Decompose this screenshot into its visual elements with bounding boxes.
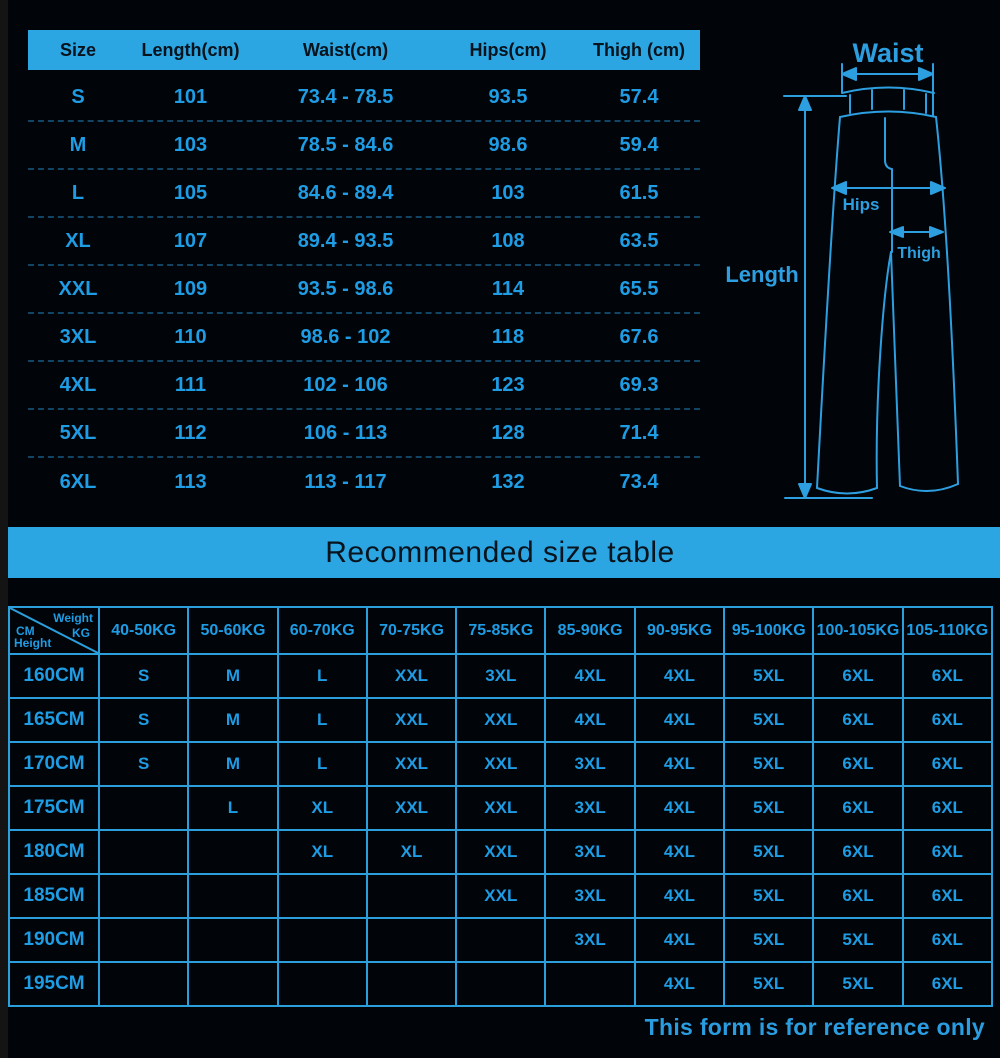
measurement-value: 6XL (59, 470, 97, 493)
measurement-value: 73.4 - 78.5 (297, 85, 394, 108)
recommend-cell (99, 918, 188, 962)
recommend-cell (188, 962, 277, 1006)
weight-column-header: 50-60KG (188, 607, 277, 654)
recommend-cell: 6XL (903, 786, 992, 830)
length-label: Length (725, 262, 799, 287)
recommend-cell (188, 830, 277, 874)
measurement-value: 65.5 (619, 277, 659, 300)
column-header-hips: Hips(cm) (469, 39, 547, 60)
recommend-cell: 3XL (545, 918, 634, 962)
height-row-header: 165CM (9, 698, 99, 742)
recommend-cell: 5XL (724, 962, 813, 1006)
measurement-row (28, 362, 700, 410)
weight-column-header: 85-90KG (545, 607, 634, 654)
recommend-cell: 6XL (903, 830, 992, 874)
measurement-value: 57.4 (619, 85, 659, 108)
measurement-row (28, 266, 700, 314)
recommend-cell (188, 918, 277, 962)
height-row-header: 190CM (9, 918, 99, 962)
recommend-cell: 5XL (724, 698, 813, 742)
recommend-row (9, 786, 992, 830)
recommend-cell: 4XL (545, 654, 634, 698)
recommend-cell: XXL (456, 874, 545, 918)
measurement-row (28, 458, 700, 506)
recommend-cell: M (188, 698, 277, 742)
recommend-row (9, 698, 992, 742)
measurement-value: 67.6 (619, 325, 659, 348)
recommend-cell: S (99, 654, 188, 698)
recommend-cell: 5XL (724, 830, 813, 874)
recommend-cell: 4XL (635, 874, 724, 918)
waist-label: Waist (852, 38, 924, 68)
recommend-cell (456, 962, 545, 1006)
measurement-row (28, 410, 700, 458)
measurement-value: 69.3 (619, 373, 659, 396)
measurement-value: 111 (174, 373, 207, 396)
recommend-cell: L (278, 698, 367, 742)
measurement-value: XL (65, 229, 91, 252)
corner-kg-label: KG (72, 626, 90, 640)
recommend-cell (545, 962, 634, 1006)
measurement-value: 128 (491, 421, 525, 444)
recommend-cell (99, 962, 188, 1006)
measurement-row (28, 74, 700, 122)
recommend-cell (99, 786, 188, 830)
length-arrow-up-icon (799, 96, 811, 110)
measurement-value: 5XL (59, 421, 97, 444)
corner-cm-label: CM (16, 624, 35, 638)
recommend-cell: XXL (367, 654, 456, 698)
recommend-cell (367, 962, 456, 1006)
measurement-value: 93.5 - 98.6 (297, 277, 394, 300)
measurement-value: M (69, 133, 87, 156)
recommend-cell (367, 918, 456, 962)
recommend-cell: 3XL (545, 830, 634, 874)
measurement-value: 114 (491, 277, 525, 300)
thigh-arrow-right-icon (930, 227, 943, 237)
waistband-top (842, 88, 934, 94)
recommend-cell: L (188, 786, 277, 830)
recommend-cell: 5XL (724, 874, 813, 918)
recommend-cell: 5XL (724, 918, 813, 962)
recommend-cell: XXL (367, 742, 456, 786)
recommend-cell: 5XL (724, 742, 813, 786)
recommend-cell: XXL (367, 786, 456, 830)
column-header-length: Length(cm) (141, 39, 240, 60)
measurement-value: 105 (173, 181, 208, 204)
recommend-cell: M (188, 742, 277, 786)
recommend-cell: S (99, 698, 188, 742)
weight-column-header: 75-85KG (456, 607, 545, 654)
measurement-value: 107 (173, 229, 208, 252)
recommend-cell: 4XL (635, 830, 724, 874)
recommend-cell: XXL (456, 742, 545, 786)
banner-title: Recommended size table (325, 535, 675, 569)
recommend-cell: 6XL (813, 698, 902, 742)
measurement-row (28, 218, 700, 266)
recommend-cell: 6XL (813, 654, 902, 698)
column-header-size: Size (59, 39, 97, 60)
left-inner-seam (877, 252, 891, 488)
height-row-header: 195CM (9, 962, 99, 1006)
measurement-value: 103 (173, 133, 208, 156)
recommend-cell: 3XL (456, 654, 545, 698)
measurement-value: 103 (491, 181, 525, 204)
measurement-value: 78.5 - 84.6 (297, 133, 394, 156)
recommend-cell (456, 918, 545, 962)
measurement-table-header (28, 30, 700, 70)
length-arrow-down-icon (799, 484, 811, 498)
corner-weight-label: Weight (53, 611, 93, 625)
weight-column-header: 105-110KG (903, 607, 992, 654)
recommended-size-banner (0, 527, 1000, 578)
left-hem (817, 488, 877, 494)
measurement-value: 98.6 (488, 133, 528, 156)
measurement-value: 132 (491, 470, 525, 493)
recommend-cell: XL (278, 830, 367, 874)
thigh-label: Thigh (897, 245, 941, 262)
recommend-cell: 6XL (903, 742, 992, 786)
measurement-value: 101 (173, 85, 208, 108)
reference-note-text: This form is for reference only (644, 1014, 985, 1040)
column-header-thigh: Thigh (cm) (593, 39, 685, 60)
recommend-cell (278, 874, 367, 918)
weight-column-header: 70-75KG (367, 607, 456, 654)
weight-column-header: 100-105KG (813, 607, 902, 654)
measurement-value: 63.5 (619, 229, 659, 252)
height-row-header: 185CM (9, 874, 99, 918)
recommend-cell: L (278, 742, 367, 786)
recommend-cell: XL (367, 830, 456, 874)
recommend-cell: 6XL (813, 786, 902, 830)
recommend-cell (278, 962, 367, 1006)
recommend-cell: 6XL (813, 874, 902, 918)
recommend-row (9, 962, 992, 1006)
recommend-cell: 4XL (635, 742, 724, 786)
recommend-cell: 4XL (635, 654, 724, 698)
reference-note (645, 1014, 985, 1041)
measurement-value: 106 - 113 (303, 421, 388, 444)
measurement-value: 4XL (59, 373, 97, 396)
measurement-value: 108 (491, 229, 525, 252)
measurement-value: 110 (174, 325, 207, 348)
measurement-table-body (28, 74, 700, 506)
recommend-row (9, 918, 992, 962)
recommend-cell: 6XL (903, 654, 992, 698)
recommend-row (9, 654, 992, 698)
measurement-value: 61.5 (619, 181, 659, 204)
weight-column-header: 90-95KG (635, 607, 724, 654)
waistband-bottom (840, 112, 936, 118)
height-row-header: 175CM (9, 786, 99, 830)
measurement-value: 109 (173, 277, 208, 300)
corner-cell (9, 607, 99, 654)
recommend-cell: 3XL (545, 874, 634, 918)
recommend-cell: L (278, 654, 367, 698)
pants-diagram (700, 20, 1000, 520)
recommend-cell: 6XL (813, 830, 902, 874)
recommend-row (9, 830, 992, 874)
hips-label: Hips (842, 195, 880, 214)
recommend-cell: 3XL (545, 786, 634, 830)
recommend-cell: M (188, 654, 277, 698)
waist-arrow-left-icon (842, 68, 856, 80)
right-outer-seam (936, 117, 958, 484)
measurement-value: 59.4 (619, 133, 659, 156)
height-row-header: 180CM (9, 830, 99, 874)
recommend-cell (278, 918, 367, 962)
measurement-value: 123 (491, 373, 525, 396)
recommend-cell: XXL (367, 698, 456, 742)
recommend-header-row (9, 607, 992, 654)
measurement-value: 118 (491, 325, 525, 348)
recommend-cell: 3XL (545, 742, 634, 786)
measurement-value: 113 (174, 470, 207, 493)
recommend-cell: S (99, 742, 188, 786)
recommend-cell: 4XL (545, 698, 634, 742)
measurement-value: XXL (58, 277, 98, 300)
recommend-cell: 5XL (813, 918, 902, 962)
measurement-value: 113 - 117 (304, 470, 387, 493)
recommend-cell: 6XL (813, 742, 902, 786)
left-outer-seam (817, 117, 840, 488)
recommend-cell: XXL (456, 786, 545, 830)
measurement-value: 98.6 - 102 (300, 325, 391, 348)
right-hem (900, 484, 958, 491)
recommend-cell: 4XL (635, 918, 724, 962)
recommend-cell: 6XL (903, 918, 992, 962)
recommend-cell: 5XL (813, 962, 902, 1006)
recommend-table-body (9, 654, 992, 1006)
measurement-value: 3XL (59, 325, 97, 348)
column-header-waist: Waist(cm) (302, 39, 389, 60)
photo-edge-strip (0, 0, 8, 1058)
measurement-value: 89.4 - 93.5 (297, 229, 394, 252)
weight-column-header: 95-100KG (724, 607, 813, 654)
measurement-row (28, 314, 700, 362)
recommend-cell: 4XL (635, 698, 724, 742)
recommend-row (9, 874, 992, 918)
measurement-value: L (71, 181, 85, 204)
recommend-cell: 4XL (635, 786, 724, 830)
waist-arrow-right-icon (919, 68, 933, 80)
recommended-size-table (8, 606, 993, 1007)
weight-column-header: 60-70KG (278, 607, 367, 654)
recommend-cell: XXL (456, 698, 545, 742)
recommend-cell: XL (278, 786, 367, 830)
measurement-value: S (71, 85, 85, 108)
height-row-header: 170CM (9, 742, 99, 786)
recommend-cell (367, 874, 456, 918)
recommend-cell: 6XL (903, 698, 992, 742)
recommend-cell: 5XL (724, 786, 813, 830)
measurement-value: 84.6 - 89.4 (297, 181, 394, 204)
measurement-value: 73.4 (619, 470, 659, 493)
measurement-row (28, 170, 700, 218)
recommend-cell (99, 874, 188, 918)
corner-height-label: Height (14, 636, 52, 650)
height-row-header: 160CM (9, 654, 99, 698)
recommend-cell (188, 874, 277, 918)
recommend-cell: 4XL (635, 962, 724, 1006)
measurement-value: 93.5 (488, 85, 528, 108)
right-inner-seam (891, 252, 900, 486)
weight-column-header: 40-50KG (99, 607, 188, 654)
recommend-row (9, 742, 992, 786)
recommend-cell: 6XL (903, 874, 992, 918)
measurement-row (28, 122, 700, 170)
measurement-value: 71.4 (619, 421, 659, 444)
recommend-cell: 6XL (903, 962, 992, 1006)
recommend-cell (99, 830, 188, 874)
recommend-cell: 5XL (724, 654, 813, 698)
recommend-cell: XXL (456, 830, 545, 874)
measurement-value: 112 (174, 421, 207, 444)
measurement-value: 102 - 106 (303, 373, 388, 396)
